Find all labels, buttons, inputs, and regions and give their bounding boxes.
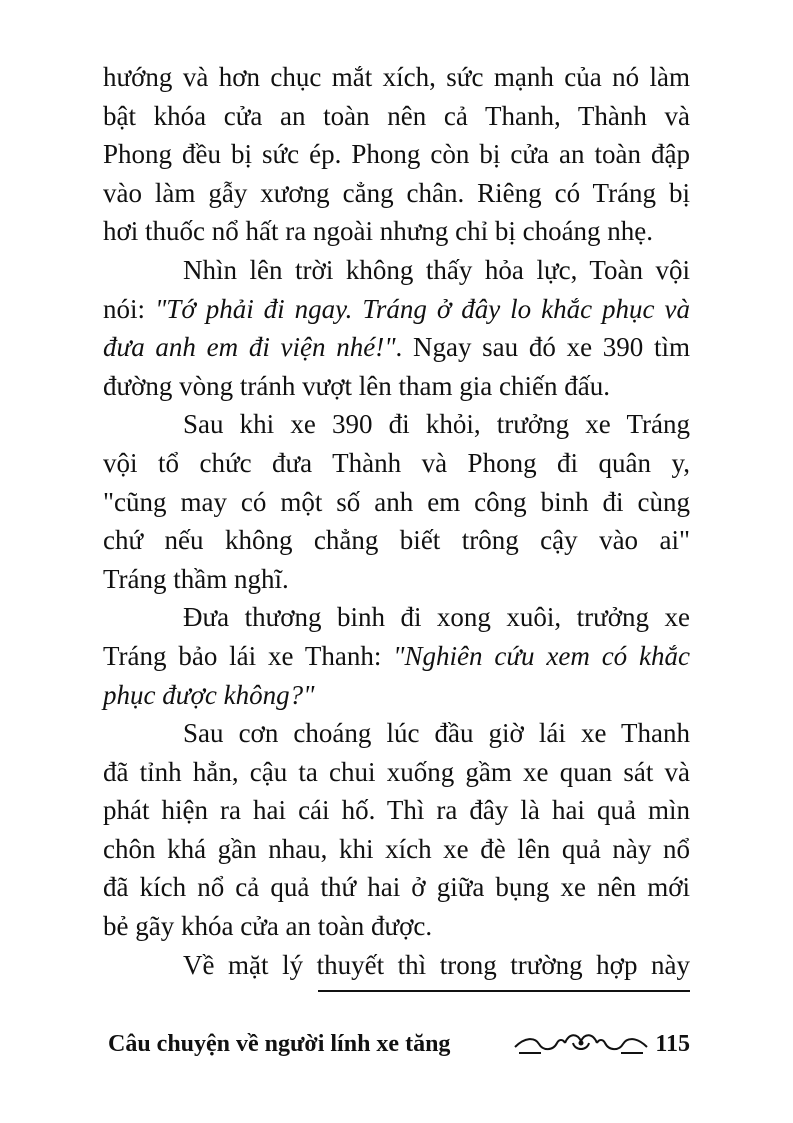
text-line	[103, 290, 690, 329]
text-line: đã kích nổ cả quả thứ hai ở giữa bụng xe nên mới	[103, 872, 690, 903]
text-line: chứ nếu không chẳng biết trông cậy vào ai"	[103, 525, 690, 556]
text-line: phát hiện ra hai cái hố. Thì ra đây là hai quả mìn	[103, 795, 690, 826]
text-span: . Ngay sau đó xe 390 tìm	[395, 332, 690, 363]
text-line: Phong đều bị sức ép. Phong còn bị cửa an toàn đập	[103, 139, 690, 170]
page-footer	[108, 1024, 690, 1064]
decorative-scroll-ornament-icon	[511, 1029, 651, 1059]
paragraph-start-line: Sau khi xe 390 đi khỏi, trưởng xe Tráng	[183, 409, 690, 440]
paragraph-start-line: Sau cơn choáng lúc đầu giờ lái xe Thanh	[183, 718, 690, 749]
italic-quote: đưa anh em đi viện nhé!"	[103, 332, 396, 363]
paragraph-start-line: Nhìn lên trời không thấy hỏa lực, Toàn vội	[183, 254, 690, 285]
text-line: hơi thuốc nổ hất ra ngoài nhưng chỉ bị choáng nhẹ.	[103, 216, 654, 247]
book-title: Câu chuyện về người lính xe tăng	[108, 1030, 451, 1057]
footer-divider	[318, 990, 690, 992]
body-text	[103, 58, 690, 984]
text-span: Tráng bảo lái xe Thanh:	[103, 640, 394, 671]
text-line: "cũng may có một số anh em công binh đi cùng	[103, 486, 690, 517]
text-span: nói:	[103, 293, 155, 324]
italic-quote: "Tớ phải đi ngay. Tráng ở đây lo khắc phục và	[154, 293, 690, 324]
text-line	[103, 328, 690, 367]
italic-quote: "Nghiên cứu xem có khắc	[393, 640, 690, 671]
page-number: 115	[655, 1030, 690, 1057]
text-line: hướng và hơn chục mắt xích, sức mạnh của nó làm	[103, 62, 690, 92]
text-line: bật khóa cửa an toàn nên cả Thanh, Thành và	[103, 100, 690, 131]
footer-right-group	[503, 1029, 690, 1059]
text-line	[103, 637, 690, 676]
text-line: đã tỉnh hẳn, cậu ta chui xuống gầm xe quan sát và	[103, 756, 690, 787]
text-line: vội tổ chức đưa Thành và Phong đi quân y,	[103, 447, 690, 478]
paragraph-start-line: Đưa thương binh đi xong xuôi, trưởng xe	[183, 602, 690, 633]
paragraph-start-line: Về mặt lý thuyết thì trong trường hợp này	[183, 949, 690, 980]
text-line: chôn khá gần nhau, khi xích xe đè lên quả này nổ	[103, 833, 690, 864]
text-line: bẻ gãy khóa cửa an toàn được.	[103, 911, 433, 942]
text-line: vào làm gẫy xương cẳng chân. Riêng có Tráng bị	[103, 177, 690, 208]
text-line: đường vòng tránh vượt lên tham gia chiến đấu.	[103, 370, 610, 401]
text-line: Tráng thầm nghĩ.	[103, 563, 289, 594]
italic-quote: phục được không?"	[103, 679, 315, 710]
